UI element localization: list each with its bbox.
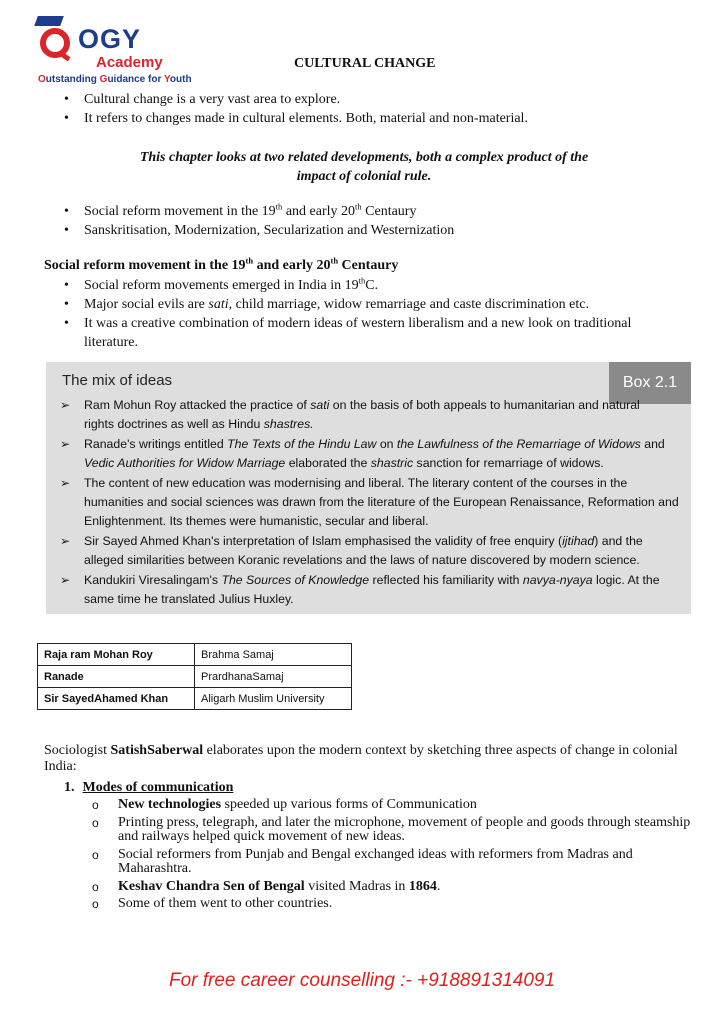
table-cell: Sir SayedAhamed Khan <box>38 688 195 710</box>
list-item: • Social reform movement in the 19th and early 20th Centaury <box>54 202 694 221</box>
logo-tagline: Outstanding Guidance for Youth <box>38 74 192 85</box>
table-row <box>38 666 352 688</box>
table-cell: Raja ram Mohan Roy <box>38 644 195 666</box>
communication-subpoints <box>92 798 702 915</box>
box-number-tag: Box 2.1 <box>609 362 691 404</box>
logo-mark-icon <box>40 28 70 58</box>
chapter-note: This chapter looks at two related developments, both a complex product of the impact of colonial rule. <box>139 150 589 184</box>
list-item: • It was a creative combination of modern ideas of western liberalism and a new look on traditional literature. <box>54 314 684 352</box>
topic-bullets <box>54 202 694 240</box>
logo-academy: Academy <box>96 54 163 71</box>
list-item: o Printing press, telegraph, and later the microphone, movement of people and goods through steamship and railways helped quick movement of new ideas. <box>92 816 702 845</box>
table-row <box>38 688 352 710</box>
list-item: • Social reform movements emerged in India in 19thC. <box>54 276 684 295</box>
reformers-table <box>37 643 352 710</box>
list-item: o New technologies speeded up various forms of Communication <box>92 798 702 813</box>
table-cell: PrardhanaSamaj <box>195 666 352 688</box>
box-item: ➢ Ranade's writings entitled The Texts of the Hindu Law on the Lawfulness of the Remarriage of Widows and Vedic Authorities for Widow Marriage elaborated the shastric sanction for remarriage of widows. <box>58 435 682 472</box>
table-cell: Brahma Samaj <box>195 644 352 666</box>
list-item: o Social reformers from Punjab and Bengal exchanged ideas with reformers from Madras and Maharashtra. <box>92 848 702 877</box>
box-title: The mix of ideas <box>62 372 173 389</box>
mix-of-ideas-box <box>46 362 691 614</box>
intro-bullets <box>54 90 694 128</box>
numbered-heading: 1. Modes of communication <box>64 780 234 795</box>
box-item: ➢ The content of new education was modernising and liberal. The literary content of the courses in the humanities and social sciences was drawn from the literature of the European Renaissance, Reformation and Enlightenment. Its themes were humanistic, secular and liberal. <box>58 474 682 530</box>
table-row <box>38 644 352 666</box>
academy-logo <box>34 14 192 94</box>
list-item: • Sanskritisation, Modernization, Secularization and Westernization <box>54 221 694 240</box>
section-bullets <box>54 276 684 352</box>
graduation-cap-icon <box>34 16 64 26</box>
logo-name: OGY <box>78 24 142 54</box>
list-item: o Some of them went to other countries. <box>92 897 702 912</box>
section-heading: Social reform movement in the 19th and early 20th Centaury <box>44 255 399 273</box>
list-item: • Major social evils are sati, child marriage, widow remarriage and caste discrimination etc. <box>54 295 684 314</box>
saberwal-paragraph: Sociologist SatishSaberwal elaborates upon the modern context by sketching three aspects of change in colonial India: <box>44 743 678 774</box>
box-item: ➢ Ram Mohun Roy attacked the practice of sati on the basis of both appeals to humanitarian and natural rights doctrines as well as Hindu shastres. <box>58 396 644 433</box>
footer-contact: For free career counselling :- +918891314091 <box>168 970 556 991</box>
list-item: o Keshav Chandra Sen of Bengal visited Madras in 1864. <box>92 880 702 895</box>
table-cell: Aligarh Muslim University <box>195 688 352 710</box>
box-item: ➢ Kandukiri Viresalingam's The Sources of Knowledge reflected his familiarity with navya-nyaya logic. At the same time he translated Julius Huxley. <box>58 571 682 608</box>
list-item: • Cultural change is a very vast area to explore. <box>54 90 694 109</box>
box-item: ➢ Sir Sayed Ahmed Khan's interpretation of Islam emphasised the validity of free enquiry (ijtihad) and the alleged similarities between Koranic revelations and the laws of nature discovered by modern science. <box>58 532 682 569</box>
table-cell: Ranade <box>38 666 195 688</box>
list-item: • It refers to changes made in cultural elements. Both, material and non-material. <box>54 109 694 128</box>
page-title: CULTURAL CHANGE <box>294 56 436 71</box>
